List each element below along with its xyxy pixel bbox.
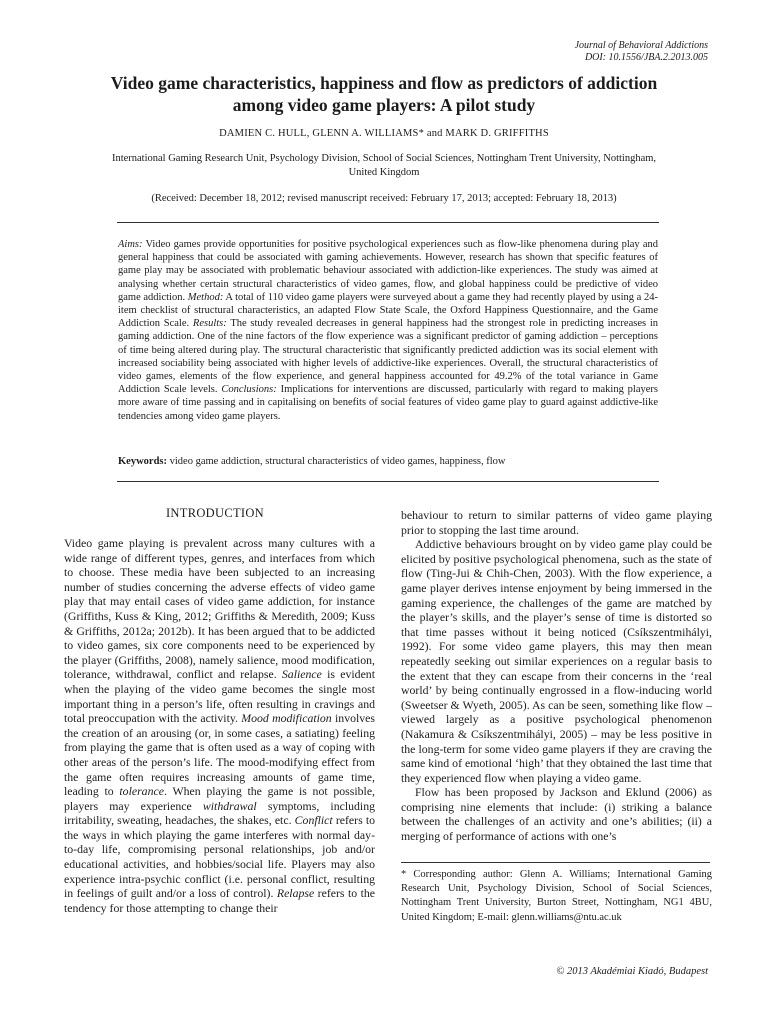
method-label: Method:: [187, 291, 224, 303]
journal-name: Journal of Behavioral Addictions: [574, 40, 708, 51]
intro-paragraph-3: Flow has been proposed by Jackson and Eklund (2006) as comprising nine elements that include: (i) striking a balance between the challenges of an activity and one’s abilities; (ii) a merging of performance of actions with one’s: [401, 785, 712, 844]
intro-paragraph-1: Video game playing is prevalent across many cultures with a wide range of different types, genres, and interfaces from which to choose. These media have been subjected to an increasing number of studies concerning the adverse effects of video game play that may entail cases of video game addiction, for instance (Griffiths, Kuss & King, 2012; Griffiths & Meredith, 2009; Kuss & Griffiths, 2012a; 2012b). It has been argued that to be addicted to video games, six core components need to be experienced by the player (Griffiths, 2008), namely salience, mood modification, tolerance, withdrawal, conflict and relapse. Salience is evident when the playing of the video game becomes the single most important thing in a person’s life, often resulting in cravings and total preoccupation with the activity. Mood modification involves the creation of an arousing (or, in some cases, a satiating) feeling from playing the game that is often used as a way of coping with other areas of the person’s life. The mood-modifying effect from the game often requires increasing amounts of game time, leading to tolerance. When playing the game is not possible, players may experience withdrawal symptoms, including irritability, sweating, headaches, the shakes, etc. Conflict refers to the ways in which playing the game interferes with normal day-to-day life, compromising personal relationships, job and/or educational activities, and hobbies/social life. Players may also experience intra-psychic conflict (i.e. personal conflict, resulting in feelings of guilt and/or a loss of control). Relapse refers to the tendency for those attempting to change their: [64, 536, 375, 915]
aims-label: Aims:: [118, 239, 143, 250]
right-column: [401, 508, 712, 844]
received-dates: (Received: December 18, 2012; revised manuscript received: February 17, 2013; accepted: February 18, 2013): [151, 193, 617, 204]
results-label: Results:: [192, 318, 227, 330]
keywords-text: video game addiction, structural characteristics of video games, happiness, flow: [167, 456, 506, 467]
journal-header: [575, 40, 708, 64]
left-column: [64, 536, 375, 915]
publisher-copyright: © 2013 Akadémiai Kiadó, Budapest: [556, 966, 708, 977]
authors: DAMIEN C. HULL, GLENN A. WILLIAMS* and MARK D. GRIFFITHS: [219, 128, 549, 139]
doi: DOI: 10.1556/JBA.2.2013.005: [584, 52, 708, 63]
abstract-top-rule: [117, 222, 659, 223]
intro-paragraph-1-continued: behaviour to return to similar patterns of video game playing prior to stopping the last time around.: [401, 508, 712, 537]
footnote-rule: [401, 862, 710, 863]
article-title: [60, 72, 708, 116]
keywords: [118, 456, 658, 467]
section-heading-introduction: INTRODUCTION: [165, 506, 265, 520]
abstract-bottom-rule: [117, 481, 659, 482]
aims-text: Video games provide opportunities for positive psychological experiences such as flow-like phenomena during play and general happiness that could be associated with gaming achievements. However, research has shown that specific features of game play may be associated with problematic behaviour associated with addiction-like experiences. The study was aimed at analysing whether certain structural characteristics of video games, flow, and global happiness could be predictive of video game addiction.: [118, 239, 658, 303]
keywords-label: Keywords:: [118, 456, 167, 467]
corresponding-author-footnote: * Corresponding author: Glenn A. Williams; International Gaming Research Unit, Psychology Division, School of Social Sciences, Nottingham Trent University, Burton Street, Nottingham, NG1 4BU, United Kingdom; E-mail: glenn.williams@ntu.ac.uk: [401, 869, 712, 923]
affiliation: International Gaming Research Unit, Psychology Division, School of Social Sciences, Nottingham Trent University, Nottingham, United Kingdom: [111, 153, 657, 178]
intro-paragraph-2: Addictive behaviours brought on by video game play could be elicited by positive psychological phenomena, such as the state of flow (Ting-Jui & Chih-Chen, 2003). With the flow experience, a game player derives intense enjoyment by being immersed in the gaming experience, the challenges of the game are matched by the player’s skills, and the player’s sense of time is distorted so that time passes without it being noticed (Csíkszentmihályi, 1992). For some video game players, this may then mean repeatedly seeking out similar experiences on a regular basis to the extent that they can escape from their concerns in the ‘real world’ by being continually engrossed in a flow-inducing world (Sweetser & Wyeth, 2005). As can be seen, something like flow – viewed largely as a positive psychological phenomenon (Nakamura & Csíkszentmihályi, 2005) – may be less positive in the long-term for some video game players if they are craving the same kind of emotional ‘high’ that they obtained the last time that they experienced flow when playing a video game.: [401, 537, 712, 785]
conclusions-label: Conclusions:: [221, 384, 277, 396]
title-line-1: Video game characteristics, happiness and flow as predictors of addiction: [110, 73, 658, 93]
results-text: The study revealed decreases in general happiness had the strongest role in predicting increases in gaming addiction. One of the nine factors of the flow experience was a significant predictor of gaming addiction – perceptions of time being altered during play. The structural characteristic that significantly predicted addiction was its social element with increased sociability being associated with higher levels of addictive-like experiences. Overall, the structural characteristics of video games, elements of the flow experience, and general happiness accounted for 49.2% of the total variance in Game Addiction Scale levels.: [118, 318, 659, 396]
abstract: [118, 238, 658, 423]
conclusions-text: Implications for interventions are discussed, particularly with regard to making players more aware of time passing and in capitalising on benefits of social features of video game play to guard against addictive-like tendencies among video game players.: [118, 384, 658, 422]
method-text: A total of 110 video game players were surveyed about a game they had recently played by using a 24-item checklist of structural characteristics, an adapted Flow State Scale, the Oxford Happiness Questionnaire, and the Game Addiction Scale.: [118, 291, 658, 330]
title-line-2: among video game players: A pilot study: [232, 95, 536, 115]
